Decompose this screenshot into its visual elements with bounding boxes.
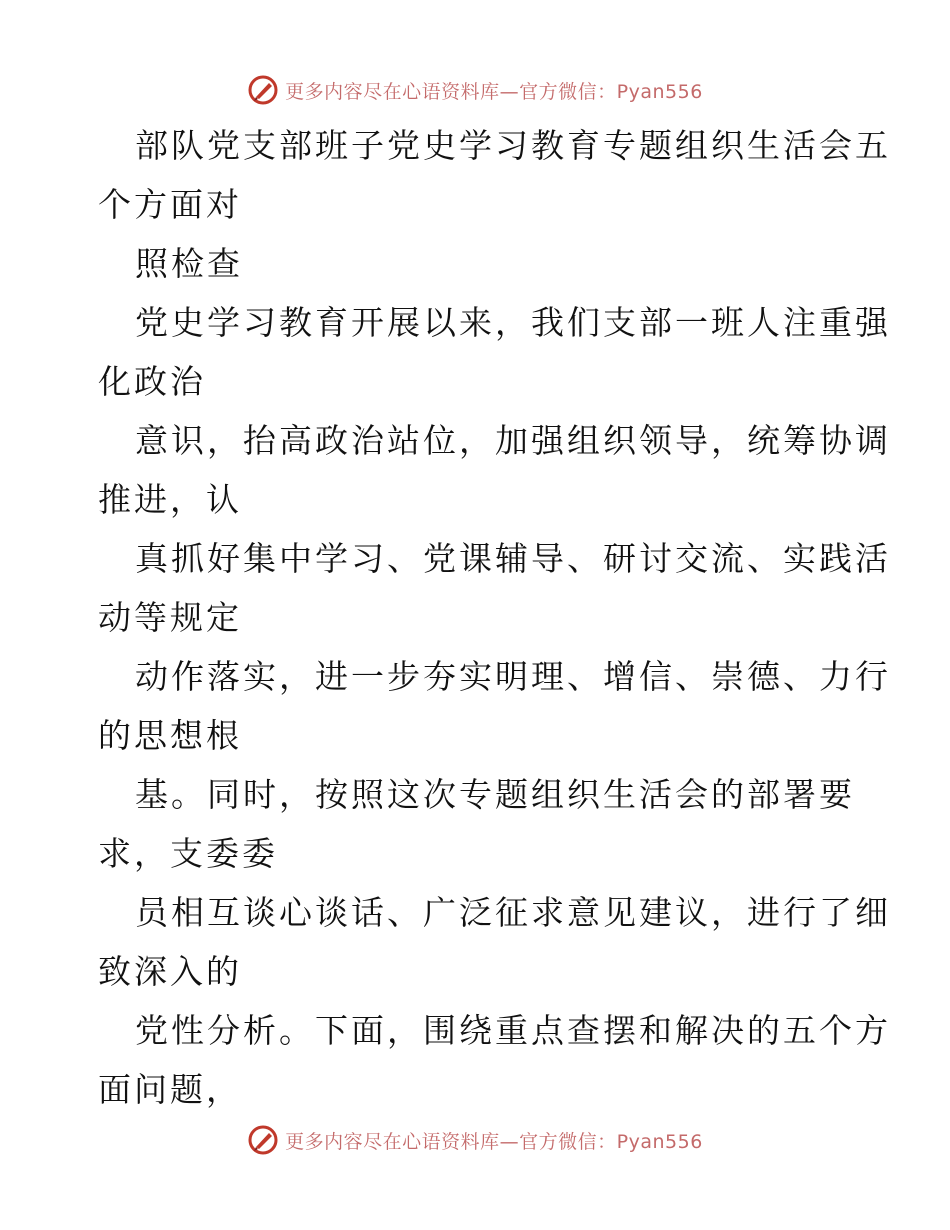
text-line: 党性分析。下面，围绕重点查摆和解决的五个方: [135, 1011, 891, 1050]
text-line: 个方面对: [98, 185, 242, 224]
header-watermark: [0, 70, 950, 110]
text-line: 化政治: [98, 362, 206, 401]
text-line: 意识，抬高政治站位，加强组织领导，统筹协调: [135, 421, 891, 460]
text-line: 的思想根: [98, 716, 242, 755]
watermark-text: 更多内容尽在心语资料库—官方微信：Pyan556: [285, 1130, 703, 1153]
text-line: 员相互谈心谈话、广泛征求意见建议，进行了细: [135, 893, 891, 932]
footer-watermark: [0, 1120, 950, 1160]
pen-logo-icon: [247, 74, 279, 106]
watermark-text: 更多内容尽在心语资料库—官方微信：Pyan556: [285, 80, 703, 103]
text-line: 求，支委委: [98, 834, 278, 873]
text-line: 动作落实，进一步夯实明理、增信、崇德、力行: [135, 657, 891, 696]
text-line: 部队党支部班子党史学习教育专题组织生活会五: [135, 126, 891, 165]
text-line: 党史学习教育开展以来，我们支部一班人注重强: [135, 303, 891, 342]
text-line: 基。同时，按照这次专题组织生活会的部署要: [135, 775, 855, 814]
text-line: 动等规定: [98, 598, 242, 637]
text-line: 照检查: [135, 244, 243, 283]
document-body: [98, 116, 891, 1119]
text-line: 真抓好集中学习、党课辅导、研讨交流、实践活: [135, 539, 891, 578]
text-line: 致深入的: [98, 952, 242, 991]
text-line: 推进，认: [98, 480, 242, 519]
text-line: 面问题，: [98, 1070, 242, 1109]
pen-logo-icon: [247, 1124, 279, 1156]
